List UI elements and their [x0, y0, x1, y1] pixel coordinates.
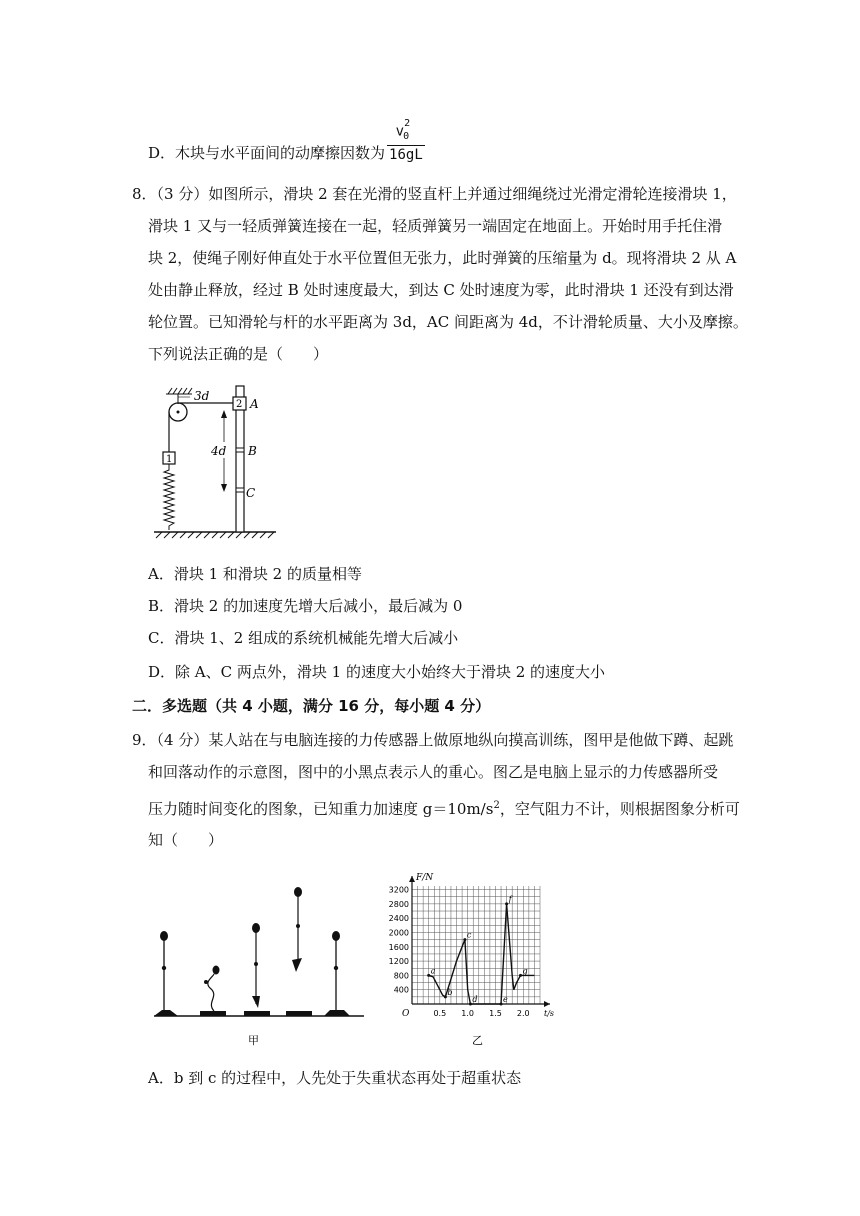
y-tick-label: 1600 — [388, 942, 409, 952]
label-C: C — [246, 486, 256, 500]
y-axis-arrow — [409, 876, 415, 882]
y-tick-label: 2000 — [388, 928, 409, 938]
point-label-e: e — [503, 995, 508, 1004]
y-tick-label: 1200 — [388, 957, 409, 967]
section-heading: 二．多选题（共 4 小题，满分 16 分，每小题 4 分） — [132, 697, 491, 715]
pose-takeoff — [244, 923, 270, 1016]
y-tick-label: 800 — [393, 971, 409, 981]
point-label-f: f — [508, 894, 512, 904]
pose-standing — [154, 931, 178, 1016]
q8-option-a: A．滑块 1 和滑块 2 的质量相等 — [148, 565, 362, 583]
q7-option-d-text: D．木块与水平面间的动摩擦因数为 — [148, 144, 386, 163]
y-tick-label: 2800 — [388, 899, 409, 909]
figure-jia-label: 甲 — [248, 1034, 259, 1047]
origin-label: O — [402, 1009, 410, 1019]
q9-stem-line-2: 和回落动作的示意图，图中的小黑点表示人的重心。图乙是电脑上显示的力传感器所受 — [148, 763, 719, 781]
q8-stem-line-2: 滑块 1 又与一轻质弹簧连接在一起，轻质弹簧另一端固定在地面上。开始时用手托住滑 — [148, 217, 723, 235]
fraction-denominator: 16gL — [389, 147, 423, 164]
x-tick-label: 0.5 — [433, 1009, 447, 1018]
label-B: B — [248, 444, 257, 458]
ground — [154, 532, 276, 538]
point-label-d: d — [472, 995, 478, 1004]
x-tick-label: 1.5 — [489, 1009, 502, 1018]
x-axis-arrow — [544, 1001, 550, 1007]
q9-option-a: A．b 到 c 的过程中，人先处于失重状态再处于超重状态 — [148, 1069, 522, 1087]
pose-landing — [324, 931, 350, 1016]
svg-text:1: 1 — [166, 454, 173, 465]
x-tick-label: 2.0 — [516, 1009, 530, 1018]
pose-squat — [200, 966, 226, 1017]
q9-stem-line-3: 压力随时间变化的图象，已知重力加速度 $g=10m/s^2$，空气阻力不计，则根据图象分析可 — [148, 800, 740, 818]
q8-stem-line-5: 轮位置。已知滑轮与杆的水平距离为 3d，AC 间距离为 4d，不计滑轮质量、大小及摩擦。 — [148, 313, 748, 331]
label-A: A — [250, 397, 259, 411]
y-tick-label: 3200 — [388, 885, 409, 895]
jump-motion-figure — [148, 880, 370, 1050]
pose-peak — [286, 887, 312, 1016]
label-3d: 3d — [194, 389, 210, 403]
q8-stem-line-4: 处由静止释放，经过 B 处时速度最大，到达 C 处时速度为零，此时滑块 1 还没有到达滑 — [148, 281, 734, 299]
q8-stem-line-3: 块 2，使绳子刚好伸直处于水平位置但无张力，此时弹簧的压缩量为 d。现将滑块 2 从 A — [148, 249, 737, 267]
point-label-a: a — [430, 966, 436, 976]
q9-stem-line-1: 9．（4 分）某人站在与电脑连接的力传感器上做原地纵向摸高训练，图甲是他做下蹲、起跳 — [132, 731, 734, 749]
label-4d: 4d — [211, 444, 227, 458]
q8-option-d: D．除 A、C 两点外，滑块 1 的速度大小始终大于滑块 2 的速度大小 — [148, 663, 606, 681]
x-axis-label: t/s — [544, 1009, 555, 1018]
pulley-rod-figure — [150, 380, 280, 550]
svg-text:2: 2 — [236, 399, 243, 410]
q8-option-b: B．滑块 2 的加速度先增大后减小，最后减为 0 — [148, 597, 463, 615]
q8-option-c: C．滑块 1、2 组成的系统机械能先增大后减小 — [148, 629, 459, 647]
friction-fraction — [387, 120, 425, 164]
x-tick-label: 1.0 — [461, 1009, 475, 1018]
spring — [164, 464, 174, 530]
q8-stem-line-1: 8．（3 分）如图所示，滑块 2 套在光滑的竖直杆上并通过细绳绕过光滑定滑轮连接滑块 1， — [132, 185, 737, 203]
point-label-c: c — [466, 930, 472, 940]
y-axis-label: F/N — [416, 873, 434, 883]
q9-stem-line-4: 知（ ） — [148, 831, 224, 849]
figure-yi-label: 乙 — [472, 1034, 483, 1047]
fraction-numerator: $v^2_0$ — [387, 120, 425, 146]
y-tick-label: 2400 — [388, 914, 409, 924]
ceiling-support — [166, 388, 192, 404]
point-label-g: g — [522, 966, 528, 976]
point-label-b: b — [447, 987, 453, 997]
force-time-chart — [376, 868, 556, 1050]
y-tick-label: 400 — [393, 985, 409, 995]
q8-stem-line-6: 下列说法正确的是（ ） — [148, 345, 329, 363]
q7-option-d — [148, 118, 425, 176]
